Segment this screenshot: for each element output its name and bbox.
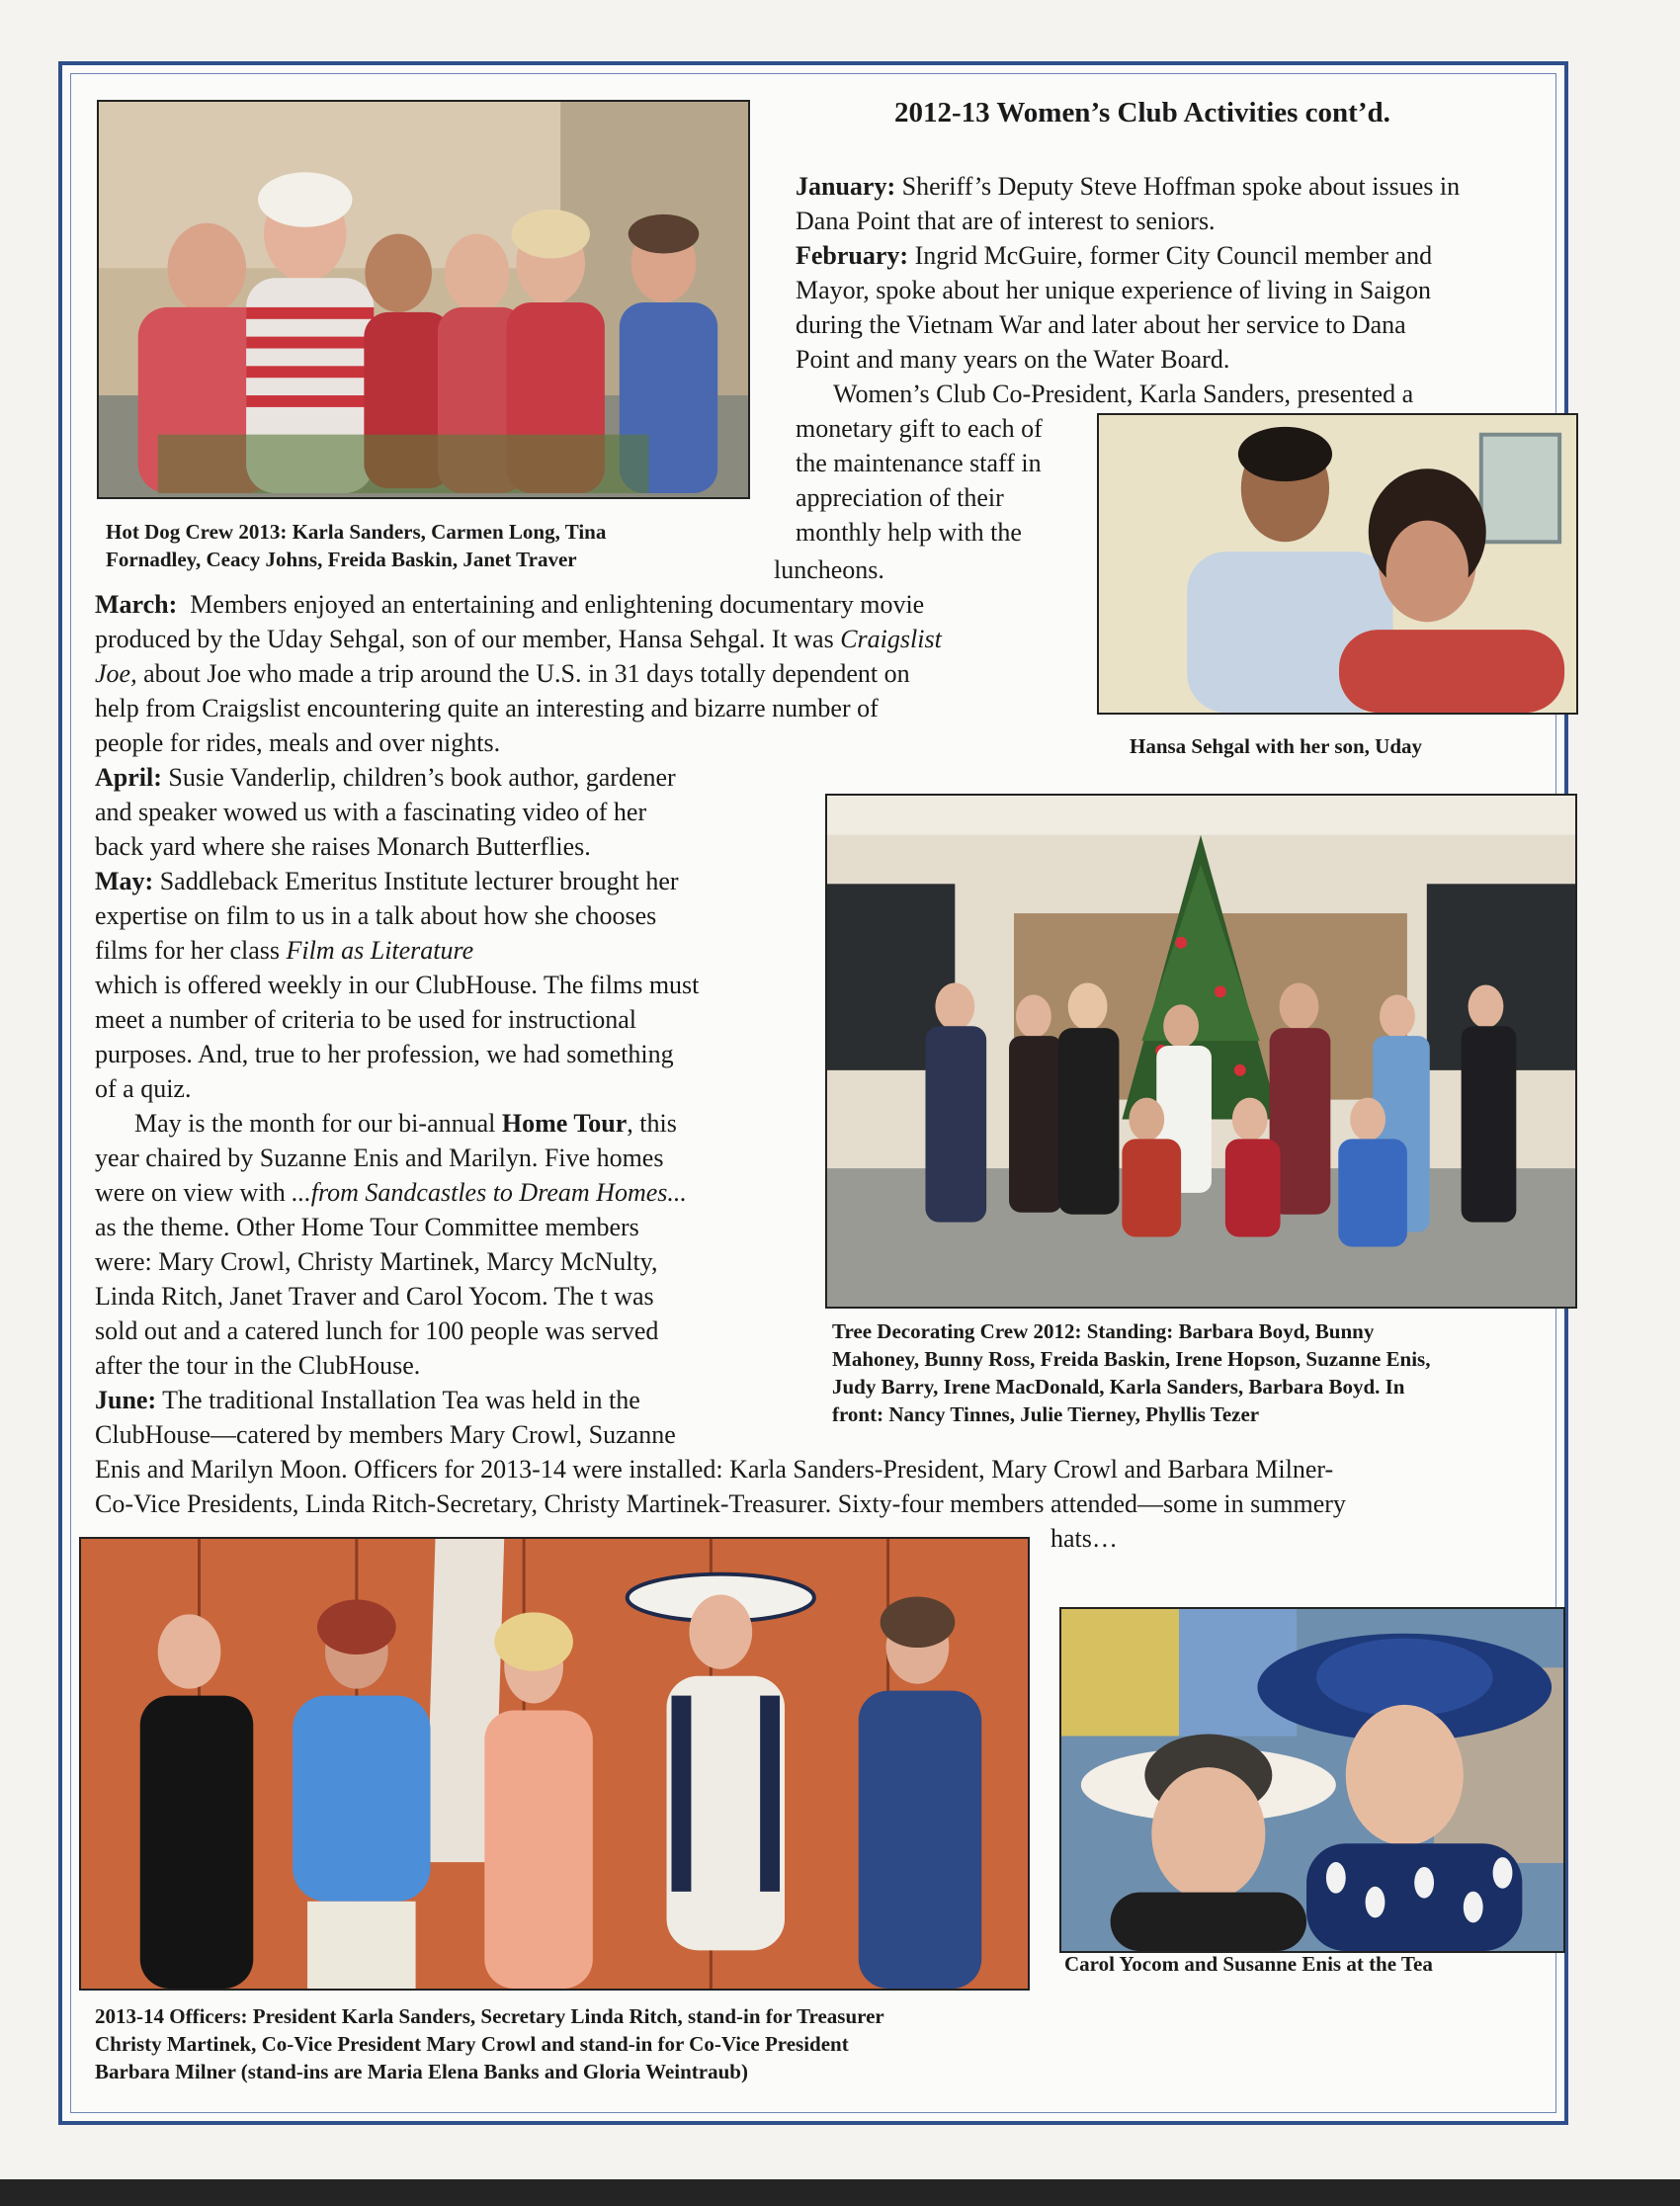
caption-line: front: Nancy Tinnes, Julie Tierney, Phyllis Tezer: [832, 1402, 1260, 1426]
text-line: Susie Vanderlip, children’s book author, gardener: [168, 763, 676, 792]
photo-tea: [1059, 1607, 1565, 1953]
text-line: monetary gift to each of: [796, 414, 1043, 443]
text-line: sold out and a catered lunch for 100 people was served: [95, 1316, 659, 1345]
text-line: Members enjoyed an entertaining and enlightening documentary movie: [190, 590, 925, 619]
photo-hot-dog-crew: [97, 100, 750, 499]
text-span: May is the month for our bi-annual: [134, 1109, 502, 1138]
text-span: produced by the Uday Sehgal, son of our member, Hansa Sehgal. It was: [95, 625, 841, 653]
text-line: Ingrid McGuire, former City Council member and: [914, 241, 1433, 270]
text-line: Linda Ritch, Janet Traver and Carol Yocom. The t was: [95, 1282, 654, 1311]
text-line: [95, 933, 1346, 968]
caption-line: Christy Martinek, Co-Vice President Mary Crowl and stand-in for Co-Vice President: [95, 2032, 849, 2056]
april-entry: [95, 760, 1346, 795]
march-block: [95, 587, 1346, 1556]
may-entry: [95, 864, 1346, 898]
text-line: The traditional Installation Tea was held in the: [162, 1386, 640, 1414]
tour-theme: ...from Sandcastles to Dream Homes...: [292, 1178, 687, 1207]
text-span: about Joe who made a trip around the U.S. in 31 days totally dependent on: [136, 659, 910, 688]
june-entry: [95, 1383, 1346, 1417]
month-label: February:: [796, 241, 909, 270]
caption-tea: Carol Yocom and Susanne Enis at the Tea: [1064, 1952, 1433, 1976]
caption-hot-dog-crew: [106, 518, 606, 573]
photo-officers: [79, 1537, 1030, 1991]
text-line: back yard where she raises Monarch Butterflies.: [95, 832, 591, 861]
right-column-text: [796, 169, 1460, 550]
month-label: May:: [95, 867, 154, 895]
january-entry: [796, 169, 1460, 204]
caption-line: Fornadley, Ceacy Johns, Freida Baskin, Janet Traver: [106, 548, 577, 571]
text-line: [95, 1106, 1346, 1141]
text-line: luncheons.: [774, 555, 884, 584]
text-line: hats…: [1050, 1524, 1118, 1553]
text-span: films for her class: [95, 936, 287, 965]
caption-line: Mahoney, Bunny Ross, Freida Baskin, Irene Hopson, Suzanne Enis,: [832, 1347, 1431, 1371]
caption-hansa: Hansa Sehgal with her son, Uday: [1130, 734, 1423, 758]
movie-title: Craigslist: [840, 625, 942, 653]
caption-line: Tree Decorating Crew 2012: Standing: Barbara Boyd, Bunny: [832, 1319, 1375, 1343]
month-label: January:: [796, 172, 896, 201]
text-line: help from Craigslist encountering quite an interesting and bizarre number of: [95, 694, 879, 722]
february-entry: [796, 238, 1460, 273]
month-label: March:: [95, 590, 178, 619]
text-line: people for rides, meals and over nights.: [95, 728, 501, 757]
text-line: were: Mary Crowl, Christy Martinek, Marcy McNulty,: [95, 1247, 658, 1276]
text-line: which is offered weekly in our ClubHouse. The films must: [95, 971, 700, 999]
text-line: Co-Vice Presidents, Linda Ritch-Secretary, Christy Martinek-Treasurer. Sixty-four members attended—some in summery: [95, 1489, 1346, 1518]
caption-line: Judy Barry, Irene MacDonald, Karla Sanders, Barbara Boyd. In: [832, 1375, 1405, 1399]
text-line: purposes. And, true to her profession, we had something: [95, 1040, 674, 1068]
text-span: , this: [627, 1109, 677, 1138]
home-tour-label: Home Tour: [501, 1109, 628, 1138]
text-span: were on view with: [95, 1178, 293, 1207]
movie-title: Joe,: [95, 659, 137, 688]
text-line: during the Vietnam War and later about her service to Dana: [796, 310, 1406, 339]
page-title: 2012-13 Women’s Club Activities cont’d.: [894, 97, 1390, 128]
month-label: June:: [95, 1386, 157, 1414]
text-line: [95, 1175, 1346, 1210]
caption-line: 2013-14 Officers: President Karla Sanders, Secretary Linda Ritch, stand-in for Treasurer: [95, 2004, 884, 2028]
month-label: April:: [95, 763, 162, 792]
text-line: Dana Point that are of interest to seniors.: [796, 207, 1216, 235]
text-line: Mayor, spoke about her unique experience of living in Saigon: [796, 276, 1432, 304]
text-line: of a quiz.: [95, 1074, 192, 1103]
text-line: Sheriff’s Deputy Steve Hoffman spoke about issues in: [901, 172, 1461, 201]
gift-last-line: [774, 552, 884, 587]
text-line: meet a number of criteria to be used for instructional: [95, 1005, 636, 1034]
text-line: monthly help with the: [796, 518, 1022, 547]
scan-edge: [0, 2179, 1680, 2206]
text-line: Saddleback Emeritus Institute lecturer brought her: [159, 867, 679, 895]
text-line: Women’s Club Co-President, Karla Sanders, presented a: [833, 380, 1414, 408]
text-line: and speaker wowed us with a fascinating video of her: [95, 798, 647, 826]
text-line: [95, 656, 1346, 691]
class-title: Film as Literature: [286, 936, 474, 965]
text-line: appreciation of their: [796, 483, 1004, 512]
text-line: as the theme. Other Home Tour Committee members: [95, 1213, 639, 1241]
text-line: after the tour in the ClubHouse.: [95, 1351, 421, 1380]
text-line: [95, 622, 1346, 656]
caption-officers: [95, 2002, 884, 2085]
text-line: Point and many years on the Water Board.: [796, 345, 1230, 374]
text-line: ClubHouse—catered by members Mary Crowl, Suzanne: [95, 1420, 676, 1449]
text-line: expertise on film to us in a talk about how she chooses: [95, 901, 657, 930]
march-entry: [95, 587, 1346, 622]
text-line: year chaired by Suzanne Enis and Marilyn. Five homes: [95, 1144, 664, 1172]
caption-line: Barbara Milner (stand-ins are Maria Elena Banks and Gloria Weintraub): [95, 2060, 748, 2083]
text-line: Enis and Marilyn Moon. Officers for 2013-14 were installed: Karla Sanders-President, Mary Crowl and Barbara Milner-: [95, 1455, 1334, 1484]
text-line: the maintenance staff in: [796, 449, 1042, 477]
caption-line: Hot Dog Crew 2013: Karla Sanders, Carmen Long, Tina: [106, 520, 607, 544]
